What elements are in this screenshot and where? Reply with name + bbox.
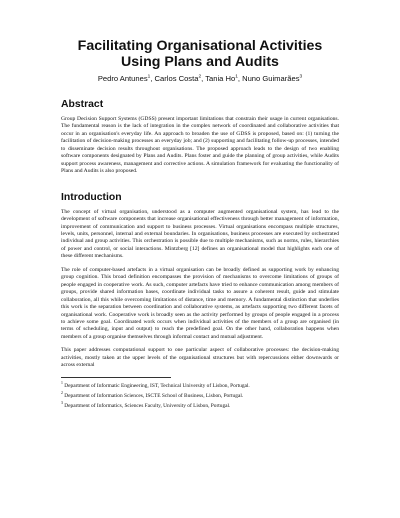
author-name: Carlos Costa [154, 74, 199, 83]
footnote-mark: 2 [61, 390, 63, 395]
body-paragraph: The concept of virtual organisation, understood as a computer augmented organisational system, has lead to the development of software components that increase organisational effectiveness through better management of information, improvement of communication and support to business processes. Virtual organisations encompass multiple structures, levels, units, personnel, internal and external boundaries. In organisations, business processes are executed by orchestrated individual and group activities. This orchestration is possible due to multiple mechanisms, such as norms, rules, hierarchies of power and control, or social interactions. Mintzberg [12] defines an organisational model that highlights each one of these different mechanisms. [61, 208, 339, 260]
footnote [61, 380, 339, 390]
author-affiliation-mark: 1 [235, 74, 238, 80]
abstract-heading: Abstract [61, 99, 104, 110]
footnote-text: Department of Information Sciences, ISCTE School of Business, Lisbon, Portugal. [64, 392, 244, 399]
footnote-mark: 1 [61, 380, 63, 385]
author-name: Nuno Guimarães [242, 74, 300, 83]
paper-title: Facilitating Organisational Activities Using Plans and Audits [77, 38, 323, 70]
footnote [61, 390, 339, 400]
footnote-mark: 3 [61, 400, 63, 405]
author-separator: , [201, 74, 206, 83]
body-paragraph: This paper addresses computational support to one particular aspect of collaborative processes: the decision-making activities, mostly taken at the upper levels of the organisational structures but with repercussions either downwards or across external [61, 347, 339, 369]
author-affiliation-mark: 2 [198, 74, 202, 80]
introduction-heading: Introduction [61, 191, 122, 203]
footnote [61, 400, 339, 410]
author-name: Pedro Antunes [97, 74, 148, 83]
author-separator: , [237, 74, 243, 83]
body-paragraph: The role of computer-based artefacts in a virtual organisation can be broadly defined as supporting work by enhancing group cognition. This broad definition encompasses the provision of mechanisms to overcome limitations of groups of people engaged in cooperative work. As such, computer artefacts have tried to enhance communication among members of groups, provide shared information bases, coordinate individual tasks to assure a coherent result, guide and stimulate collaboration, all this while overcoming limitations of distance, time and memory. A fundamental distinction that underlies this work is the separation between coordination and collaborative systems, as artefacts supporting two different facets of organisational work. Cooperative work is broadly seen as the activity performed by groups of people engaged in a process to achieve some goal. Coordinated work occurs when individual activities of the members of a group are organised (in terms of scheduling, input and output) to reach the predefined goal. On the other hand, collaboration happens when members of a group organise themselves through informal contact and mutual adjustment. [61, 266, 339, 340]
author-affiliation-mark: 3 [299, 74, 303, 80]
abstract-text: Group Decision Support Systems (GDSS) present important limitations that constrain their usage in current organisations. The fundamental reason is the lack of integration in the complex network of coordinated and collaborative activities that occur in an organisation's everyday life. An approach to broaden the use of GDSS is proposed, based on: (1) turning the facilitation of decision-making processes an everyday job; and (2) supporting and facilitating follow-up processes, intended to disseminate decision results throughout organisations. The proposed approach leads to the design of two enabling software components designated by Plans and Audits. Plans foster and guide the planning of group activities, while Audits support process awareness, management and corrective actions. A simulation framework for evaluating the functionality of Plans and Audits is also proposed. [61, 116, 339, 175]
author-affiliation-mark: 1 [147, 74, 151, 80]
author-name: Tania Ho [205, 74, 236, 83]
footnote-text: Department of Informatic Engineering, IST, Technical University of Lisbon, Portugal. [64, 382, 250, 389]
author-list [61, 74, 339, 83]
footnote-divider [61, 377, 171, 378]
footnote-text: Department of Informatics, Sciences Faculty, University of Lisbon, Portugal. [64, 402, 231, 409]
author-separator: , [150, 74, 155, 83]
